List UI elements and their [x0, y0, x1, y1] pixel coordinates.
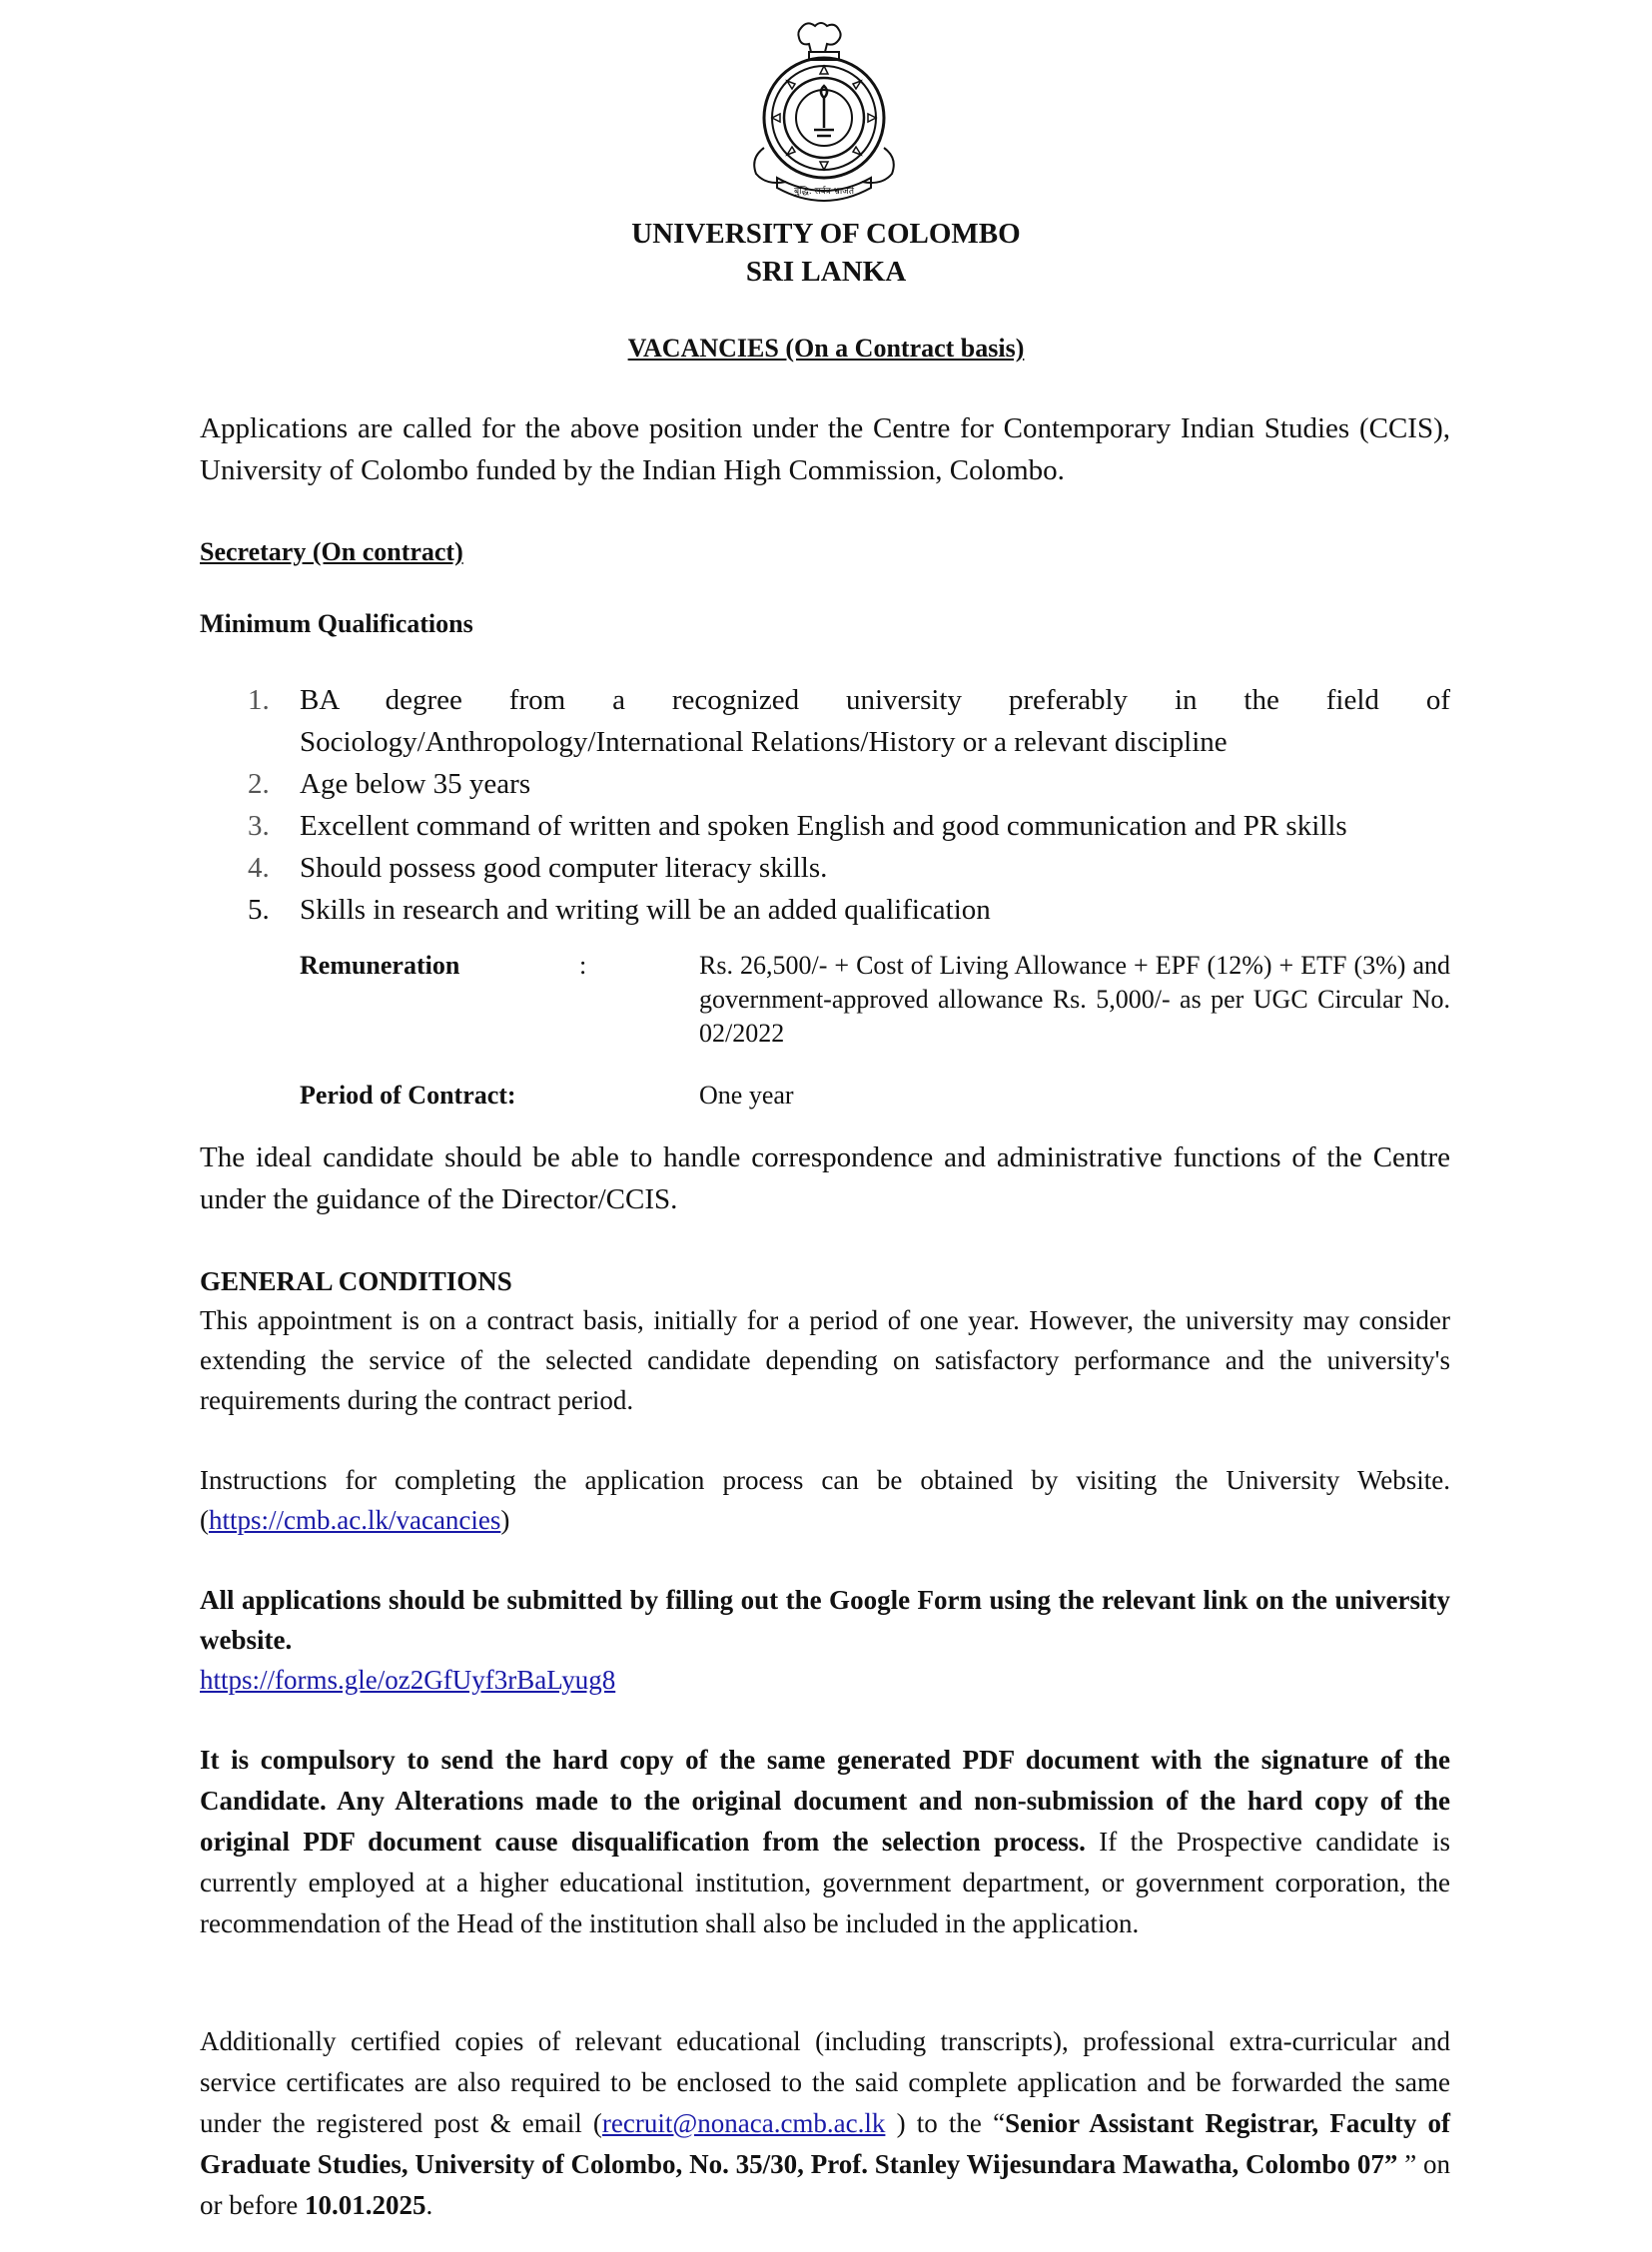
additional-text-3: ” on or before: [200, 2149, 1450, 2220]
submission-instruction: All applications should be submitted by filling out the Google Form using the relevant link on the university website.: [200, 1585, 1450, 1655]
compulsory-bold-text: It is compulsory to send the hard copy of the same generated PDF document with the signature of the Candidate. Any Alterations made to the original document and non-submission of the hard copy of the original PDF document cause disqualification from the selection process.: [200, 1745, 1450, 1857]
list-number: 2.: [248, 768, 270, 800]
list-item: [200, 721, 1450, 763]
list-number: 5.: [248, 894, 270, 926]
crest-motto: बुद्धि: सर्वत्र भ्राजते: [794, 187, 854, 197]
additional-text-1: Additionally certified copies of relevant educational (including transcripts), professional extra-curricular and service certificates are also required to be enclosed to the said complete application and be forwarded the same under the registered post & email (: [200, 2026, 1450, 2138]
vacancies-title: VACANCIES (On a Contract basis): [627, 334, 1025, 363]
list-item-text: Excellent command of written and spoken English and good communication and PR skills: [300, 810, 1347, 842]
additional-paragraph: Additionally certified copies of relevant educational (including transcripts), professional extra-curricular and service certificates are also required to be enclosed to the said complete application and be forwarded the same under the registered post & email (recruit@nonaca.cmb.ac.lk ) to the “Senior Assistant Registrar, Faculty of Graduate Studies, University of Colombo, No. 35/30, Prof. Stanley Wijesundara Mawatha, Colombo 07” ” on or before 10.01.2025.: [200, 2026, 1450, 2220]
list-item-text: BA degree from a recognized university preferably in the field of: [300, 684, 1450, 716]
period-label: Period of Contract:: [300, 1081, 516, 1110]
additional-text-2: ) to the “: [885, 2108, 1006, 2138]
general-conditions-title: GENERAL CONDITIONS: [200, 1266, 512, 1296]
list-number: 3.: [248, 810, 270, 842]
compulsory-normal-text: If the Prospective candidate is currently employed at a higher educational institution, government department, or government corporation, the recommendation of the Head of the institution shall also be included in the application.: [200, 1827, 1450, 1938]
country-name: SRI LANKA: [745, 256, 907, 288]
list-item: [200, 679, 1450, 721]
google-form-link[interactable]: https://forms.gle/oz2GfUyf3rBaLyug8: [200, 1665, 616, 1695]
deadline-date: 10.01.2025: [304, 2190, 426, 2220]
list-item-text: Skills in research and writing will be an added qualification: [300, 894, 991, 926]
instructions-paragraph: Instructions for completing the application process can be obtained by visiting the University Website. (https://cmb.ac.lk/vacancies): [200, 1465, 1450, 1535]
google-form-link-line: [200, 1660, 1450, 1700]
period-value: One year: [699, 1081, 794, 1110]
recruit-email-link[interactable]: recruit@nonaca.cmb.ac.lk: [601, 2108, 886, 2138]
institution-name: UNIVERSITY OF COLOMBO: [631, 218, 1021, 250]
list-item: [200, 805, 1450, 847]
general-conditions-text: This appointment is on a contract basis, initially for a period of one year. However, the university may consider extending the service of the selected candidate depending on satisfactory performance and the university's requirements during the contract period.: [200, 1305, 1450, 1415]
list-item-text: Age below 35 years: [300, 768, 531, 800]
list-item: [200, 763, 1450, 805]
min-qualifications-heading: Minimum Qualifications: [200, 609, 473, 638]
qualifications-list: [200, 679, 1450, 931]
ideal-candidate-paragraph: The ideal candidate should be able to handle correspondence and administrative functions of the Centre under the guidance of the Director/CCIS.: [200, 1141, 1450, 1215]
list-item-text: Should possess good computer literacy skills.: [300, 852, 828, 884]
remuneration-label: Remuneration: [300, 951, 460, 980]
list-number: 4.: [248, 852, 270, 884]
remuneration-row: [300, 949, 1450, 1059]
period-row: [300, 1079, 1450, 1119]
position-title: Secretary (On contract): [200, 537, 463, 566]
compulsory-paragraph: [200, 1740, 1450, 1944]
list-item-text: Sociology/Anthropology/International Relations/History or a relevant discipline: [300, 726, 1228, 758]
list-number: 1.: [248, 684, 270, 716]
list-item: [200, 889, 1450, 931]
vacancies-link[interactable]: https://cmb.ac.lk/vacancies: [209, 1505, 501, 1535]
remuneration-colon: :: [579, 951, 587, 980]
intro-paragraph: Applications are called for the above position under the Centre for Contemporary Indian Studies (CCIS), University of Colombo funded by the Indian High Commission, Colombo.: [200, 412, 1450, 486]
instructions-text: Instructions for completing the application process can be obtained by visiting the University Website.: [200, 1465, 1450, 1495]
submission-address: Senior Assistant Registrar, Faculty of Graduate Studies, University of Colombo, No. 35/30, Prof. Stanley Wijesundara Mawatha, Colombo 07”: [200, 2108, 1450, 2179]
remuneration-value: Rs. 26,500/- + Cost of Living Allowance + EPF (12%) + ETF (3%) and government-approved allowance Rs. 5,000/- as per UGC Circular No. 02/2022: [699, 951, 1450, 1048]
university-crest-logo: [729, 18, 919, 208]
list-item: [200, 847, 1450, 889]
